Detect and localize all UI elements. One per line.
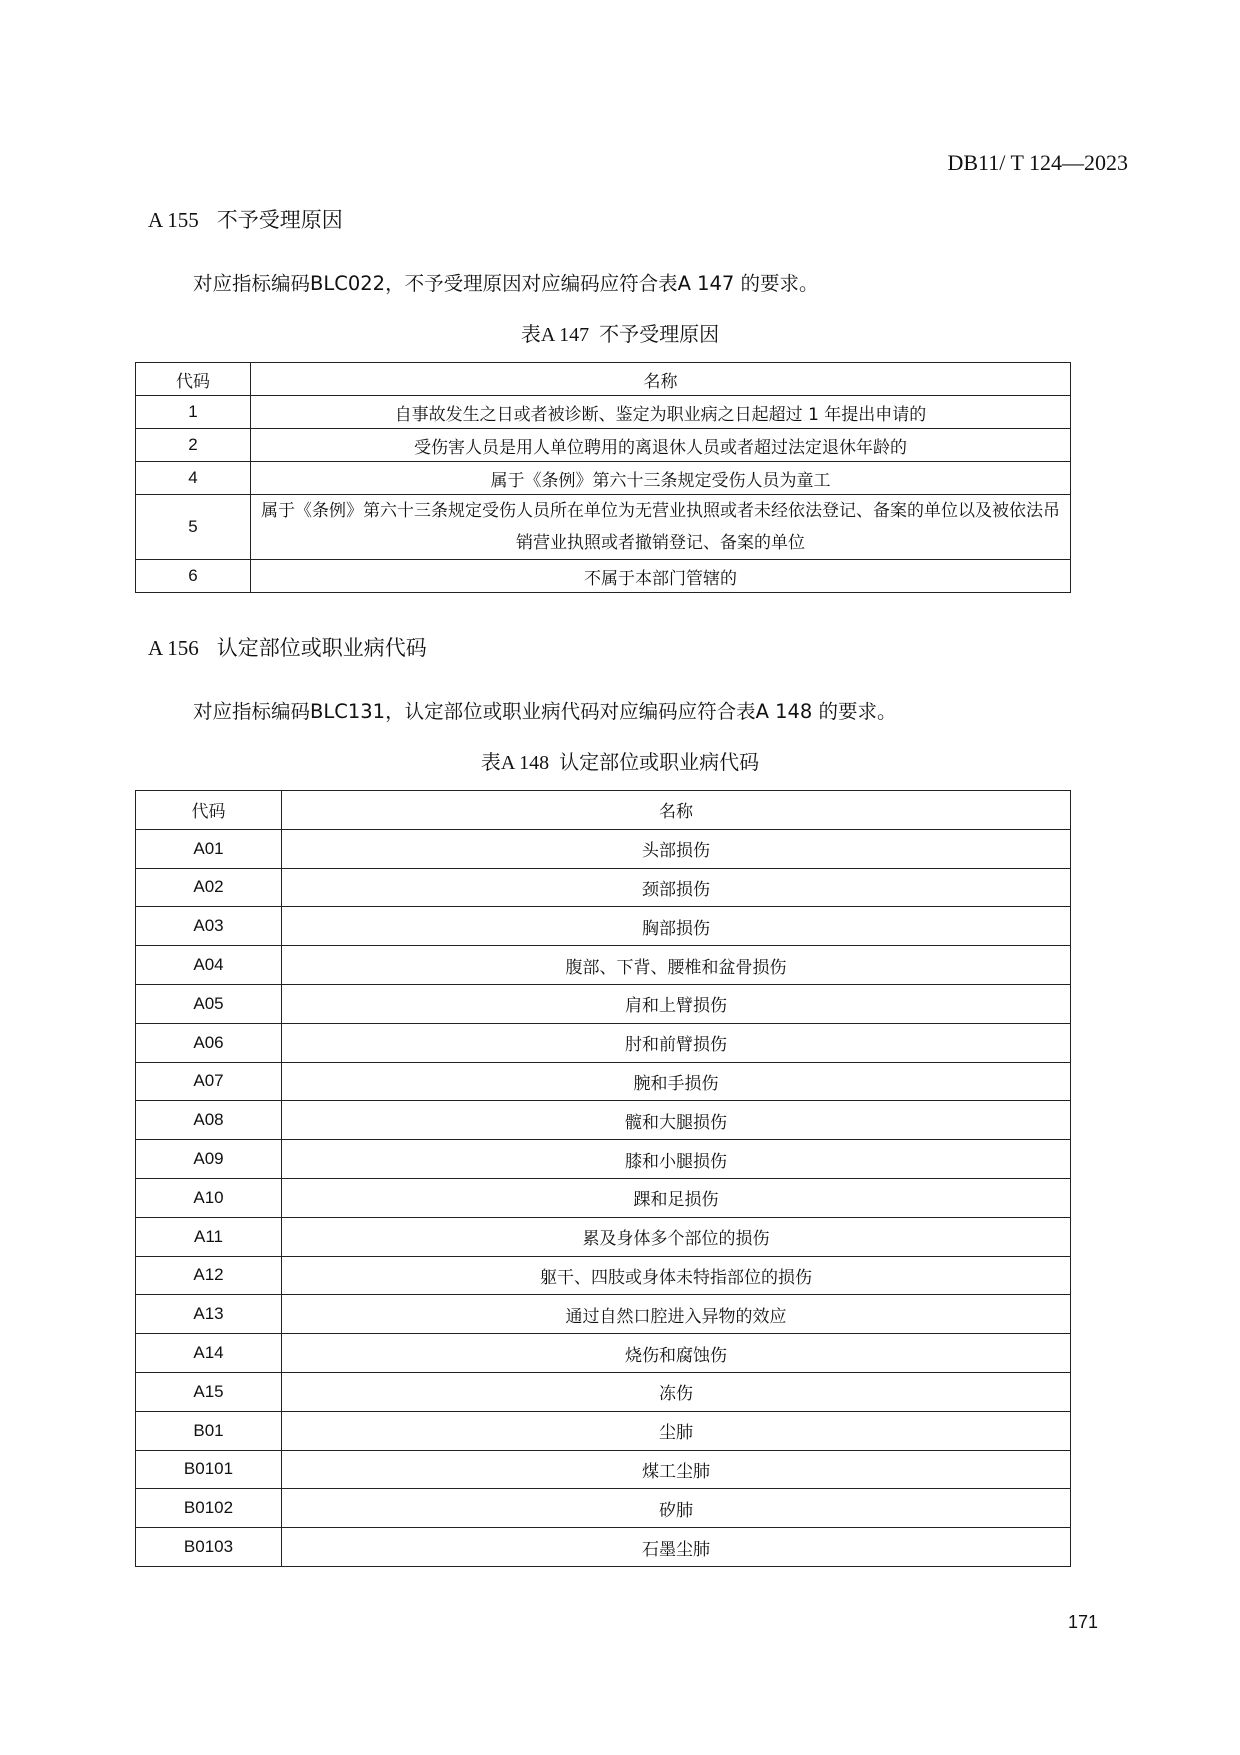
section-paragraph: 对应指标编码BLC131，认定部位或职业病代码对应编码应符合表A 148 的要求。	[193, 700, 897, 723]
row-code: 2	[136, 429, 251, 462]
row-name: 自事故发生之日或者被诊断、鉴定为职业病之日起超过 1 年提出申请的	[251, 396, 1071, 429]
table-row	[136, 1101, 1071, 1140]
row-name: 属于《条例》第六十三条规定受伤人员所在单位为无营业执照或者未经依法登记、备案的单位以及被依法吊销营业执照或者撤销登记、备案的单位	[251, 495, 1071, 560]
row-code: A15	[136, 1372, 282, 1411]
table-caption-title: 认定部位或职业病代码	[559, 750, 760, 774]
section-paragraph: 对应指标编码BLC022，不予受理原因对应编码应符合表A 147 的要求。	[193, 272, 819, 295]
table-row	[136, 396, 1071, 429]
row-name: 不属于本部门管辖的	[251, 560, 1071, 593]
row-code: A07	[136, 1062, 282, 1101]
table-row	[136, 462, 1071, 495]
row-name: 矽肺	[282, 1489, 1071, 1528]
table-row	[136, 1372, 1071, 1411]
row-code: 6	[136, 560, 251, 593]
table-row	[136, 1062, 1071, 1101]
page-number: 171	[1067, 1612, 1098, 1632]
row-name: 累及身体多个部位的损伤	[282, 1217, 1071, 1256]
row-name: 头部损伤	[282, 829, 1071, 868]
table-caption-number: 表A 148	[480, 752, 550, 774]
row-name: 煤工尘肺	[282, 1450, 1071, 1489]
table-row	[136, 1528, 1071, 1567]
table-caption-title: 不予受理原因	[599, 322, 720, 346]
row-name: 腹部、下背、腰椎和盆骨损伤	[282, 946, 1071, 985]
row-name: 肩和上臂损伤	[282, 984, 1071, 1023]
row-name: 冻伤	[282, 1372, 1071, 1411]
row-code: 4	[136, 462, 251, 495]
row-name: 通过自然口腔进入异物的效应	[282, 1295, 1071, 1334]
table-header-row	[136, 791, 1071, 830]
header-code: 代码	[136, 363, 251, 396]
table-a148	[135, 790, 1071, 1567]
table-row	[136, 1295, 1071, 1334]
table-row	[136, 868, 1071, 907]
header-code: 代码	[136, 791, 282, 830]
row-name: 躯干、四肢或身体未特指部位的损伤	[282, 1256, 1071, 1295]
row-code: 5	[136, 495, 251, 560]
table-row	[136, 1256, 1071, 1295]
row-code: B0102	[136, 1489, 282, 1528]
table-row	[136, 829, 1071, 868]
row-code: B0103	[136, 1528, 282, 1567]
table-row	[136, 429, 1071, 462]
standard-code: DB11/ T 124—2023	[947, 150, 1128, 175]
header-name: 名称	[251, 363, 1071, 396]
table-row	[136, 1489, 1071, 1528]
table-row	[136, 1411, 1071, 1450]
row-code: B0101	[136, 1450, 282, 1489]
row-code: A06	[136, 1023, 282, 1062]
table-row	[136, 560, 1071, 593]
table-row	[136, 946, 1071, 985]
row-code: A08	[136, 1101, 282, 1140]
table-caption-a147	[0, 318, 1240, 347]
table-row	[136, 1140, 1071, 1179]
row-code: A04	[136, 946, 282, 985]
table-caption-number: 表A 147	[520, 324, 590, 346]
header-name: 名称	[282, 791, 1071, 830]
row-name: 烧伤和腐蚀伤	[282, 1334, 1071, 1373]
table-row	[136, 1334, 1071, 1373]
row-name: 腕和手损伤	[282, 1062, 1071, 1101]
row-code: A05	[136, 984, 282, 1023]
row-name: 髋和大腿损伤	[282, 1101, 1071, 1140]
row-code: A10	[136, 1178, 282, 1217]
row-code: A03	[136, 907, 282, 946]
section-number: A 155	[148, 208, 199, 232]
table-header-row	[136, 363, 1071, 396]
row-code: A14	[136, 1334, 282, 1373]
row-name: 踝和足损伤	[282, 1178, 1071, 1217]
table-caption-a148	[0, 746, 1240, 775]
section-title: 不予受理原因	[216, 208, 343, 232]
table-row	[136, 1178, 1071, 1217]
row-code: A11	[136, 1217, 282, 1256]
row-code: A01	[136, 829, 282, 868]
row-code: A09	[136, 1140, 282, 1179]
section-heading-a156	[148, 632, 427, 662]
row-name: 颈部损伤	[282, 868, 1071, 907]
row-code: A13	[136, 1295, 282, 1334]
row-code: A12	[136, 1256, 282, 1295]
section-number: A 156	[148, 636, 199, 660]
table-row	[136, 495, 1071, 560]
row-name: 属于《条例》第六十三条规定受伤人员为童工	[251, 462, 1071, 495]
row-code: A02	[136, 868, 282, 907]
row-name: 肘和前臂损伤	[282, 1023, 1071, 1062]
row-name: 胸部损伤	[282, 907, 1071, 946]
row-code: 1	[136, 396, 251, 429]
table-a147	[135, 362, 1071, 593]
table-row	[136, 1023, 1071, 1062]
section-title: 认定部位或职业病代码	[216, 636, 427, 660]
section-heading-a155	[148, 204, 343, 234]
row-code: B01	[136, 1411, 282, 1450]
table-row	[136, 907, 1071, 946]
row-name: 石墨尘肺	[282, 1528, 1071, 1567]
table-row	[136, 1217, 1071, 1256]
table-row	[136, 1450, 1071, 1489]
row-name: 受伤害人员是用人单位聘用的离退休人员或者超过法定退休年龄的	[251, 429, 1071, 462]
table-row	[136, 984, 1071, 1023]
row-name: 尘肺	[282, 1411, 1071, 1450]
row-name: 膝和小腿损伤	[282, 1140, 1071, 1179]
